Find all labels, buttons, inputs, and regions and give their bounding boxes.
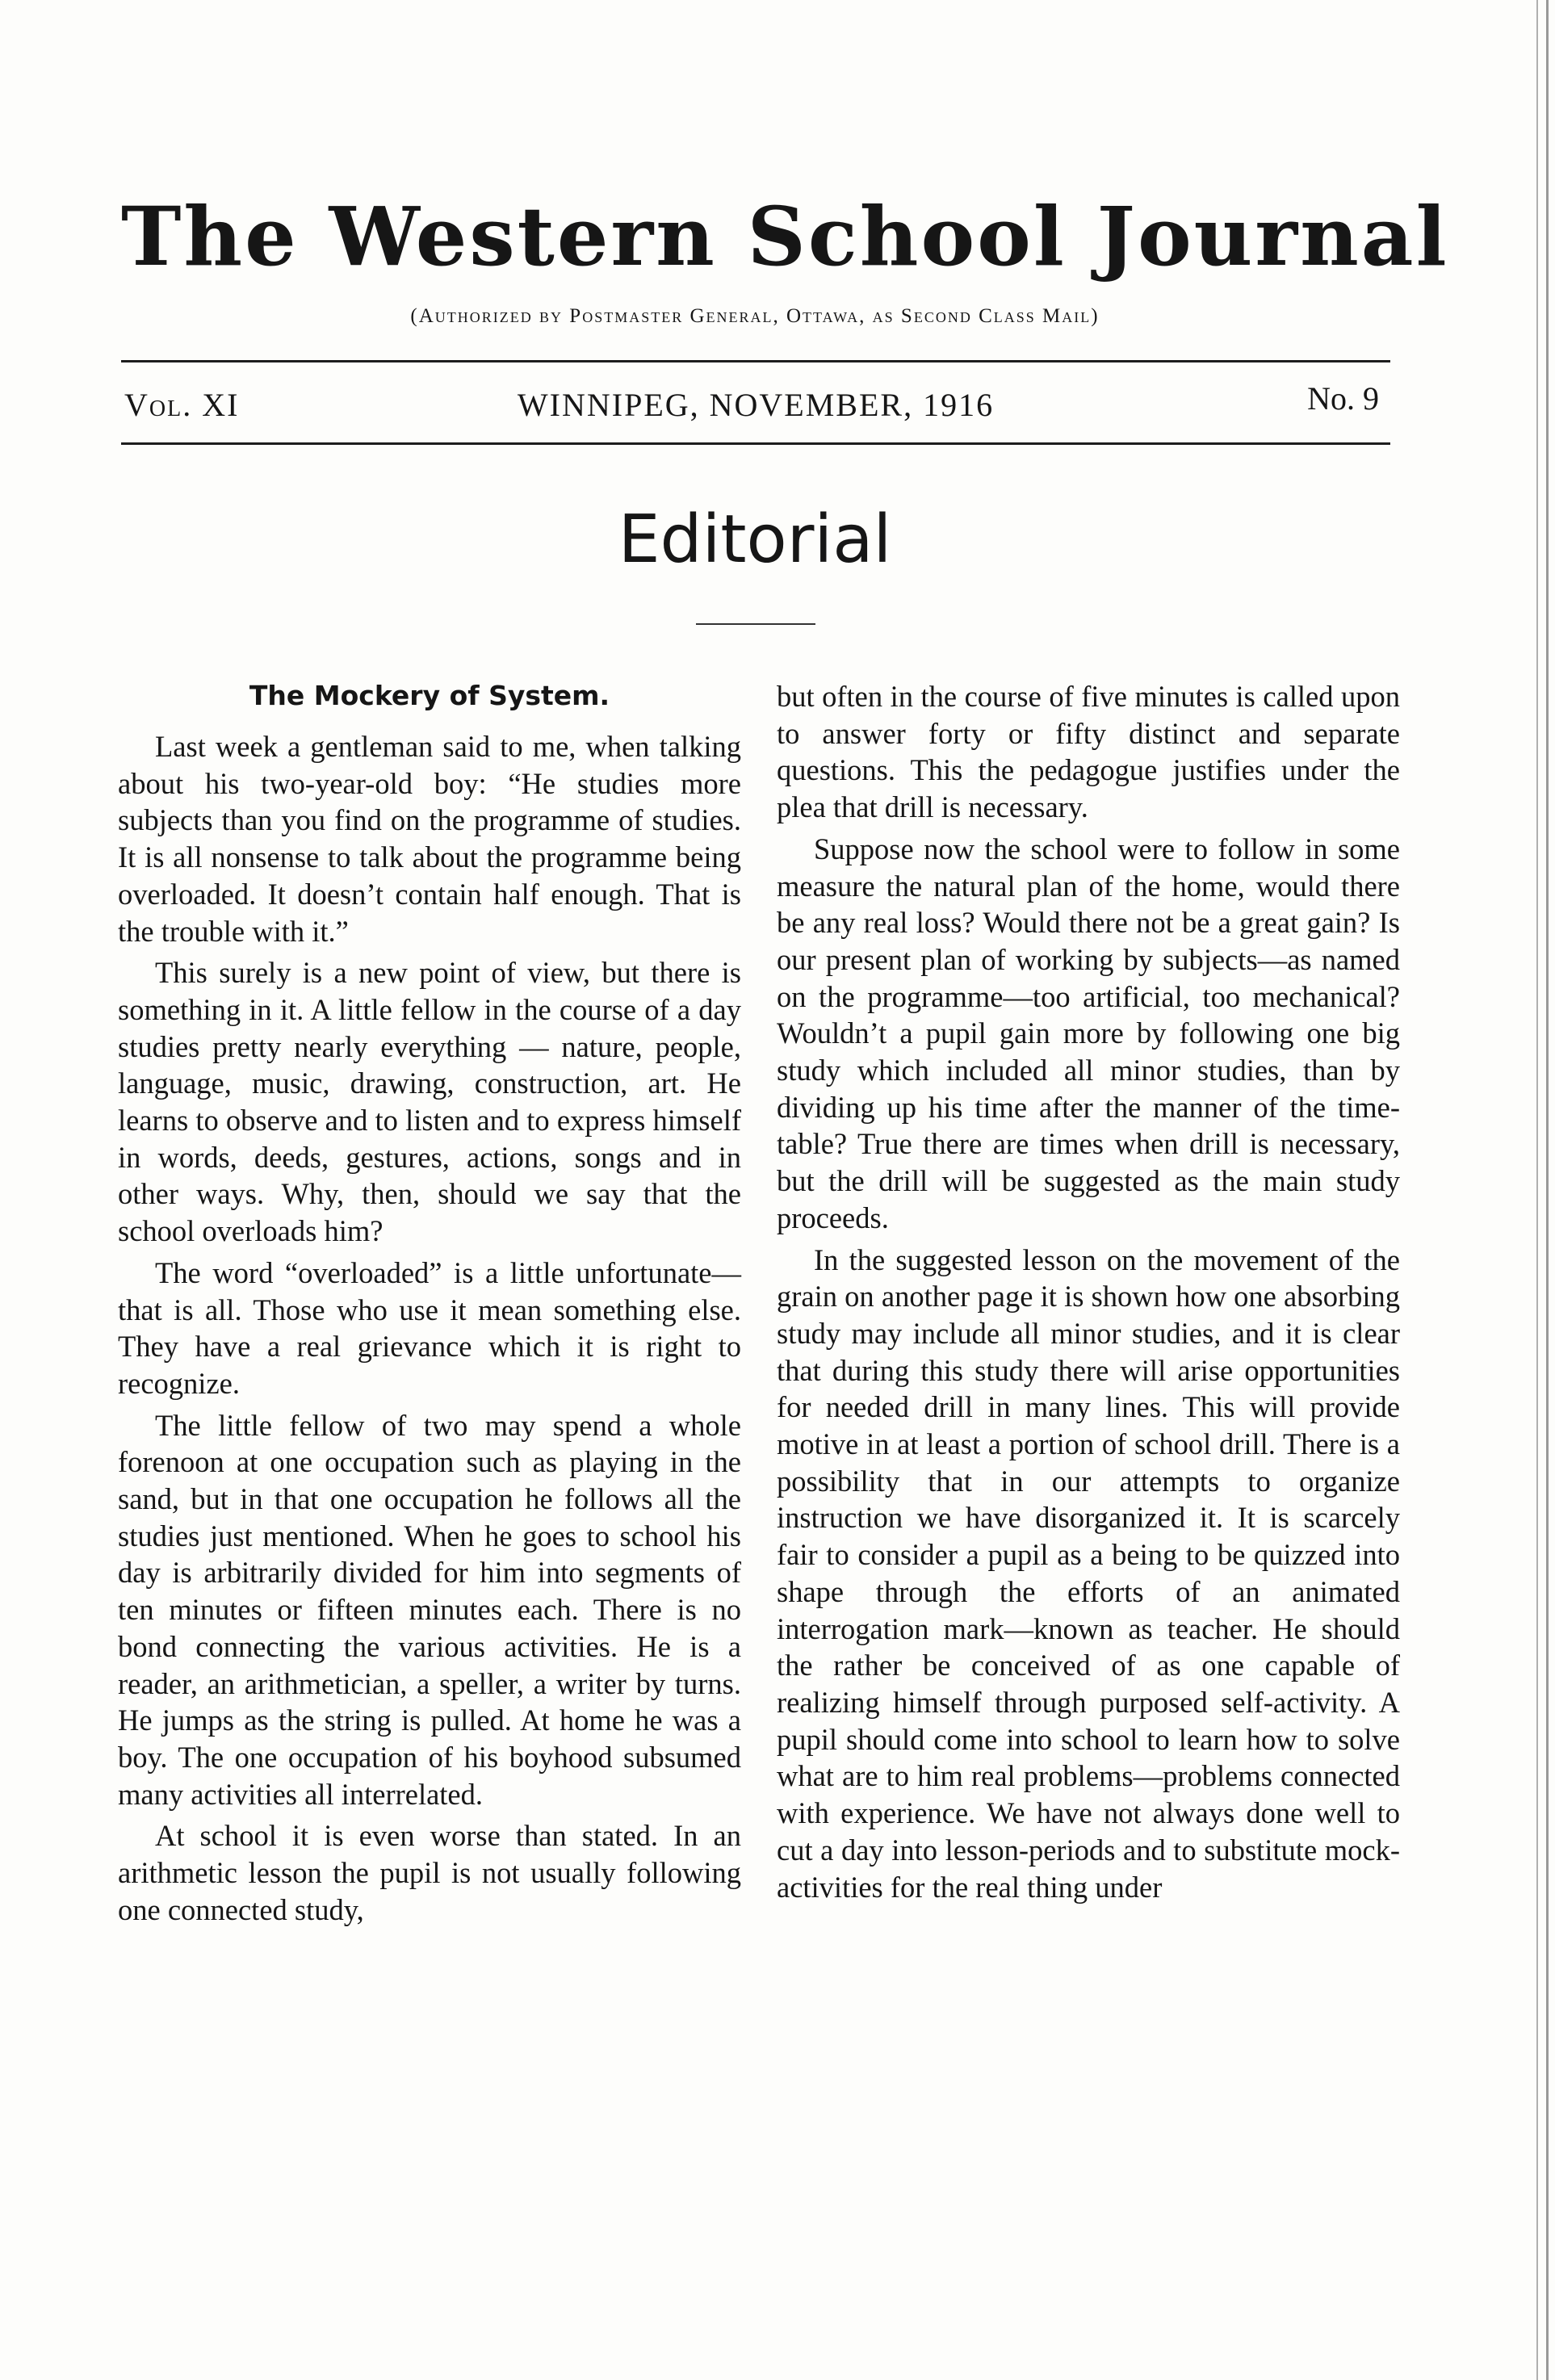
- paragraph-continuation: but often in the course of five minutes is called upon to answer forty or fifty distinct and separate questions. This the pedagogue justifies under the plea that drill is necessary.: [777, 680, 1400, 824]
- paragraph: The little fellow of two may spend a whole forenoon at one occupation such as playing in the sand, but in that one occupation he follows all the studies just mentioned. When he goes to school his day is arbitrarily divided for him into segments of ten minutes or fifteen minutes each. There is no bond connecting the various activities. He is a reader, an arithmetician, a speller, a writer by turns. He jumps as the string is pulled. At home he was a boy. The one occupation of his boyhood subsumed many activities all interrelated.: [118, 1408, 741, 1811]
- issue-place-date: WINNIPEG, NOVEMBER, 1916: [517, 387, 995, 423]
- paragraph: In the suggested lesson on the movement of the grain on another page it is shown how one absorbing study may include all minor studies, and it is clear that during this study there will arise opportunities for needed drill in many lines. This will provide motive in at least a portion of school drill. There is a possibility that in our attempts to organize instruction we have disorganized it. It is scarcely fair to consider a pupil as a being to be quizzed into shape through the efforts of an animated interrogation mark—known as teacher. He should the rather be conceived of as one capable of realizing himself through purposed self-activity. A pupil should come into school to learn how to solve what are to him real problems—problems connected with experience. We have not always done well to cut a day into lesson-periods and to substitute mock-activities for the real thing under: [777, 1242, 1400, 1904]
- journal-masthead: The Western School Journal: [121, 189, 1449, 284]
- issue-volume: Vol. XI: [124, 387, 240, 423]
- issue-line: [121, 380, 1390, 434]
- mailing-authorization: (Authorized by Postmaster General, Ottawa, as Second Class Mail): [410, 305, 1100, 327]
- masthead-top-rule: [121, 360, 1390, 362]
- right-column: [777, 678, 1400, 1905]
- issue-number: No. 9: [1307, 380, 1379, 417]
- left-column: [118, 678, 741, 1929]
- masthead-bottom-rule: [121, 442, 1390, 445]
- paragraph: At school it is even worse than stated. In an arithmetic lesson the pupil is not usually following one connected study,: [118, 1819, 741, 1926]
- paragraph: Last week a gentleman said to me, when talking about his two-year-old boy: “He studies more subjects than you find on the programme of studies. It is all nonsense to talk about the programme being overloaded. It doesn’t contain half enough. That is the trouble with it.”: [118, 730, 741, 948]
- section-divider: [696, 623, 815, 625]
- paragraph: The word “overloaded” is a little unfortunate—that is all. Those who use it mean something else. They have a real grievance which it is right to recognize.: [118, 1255, 741, 1400]
- paragraph: Suppose now the school were to follow in some measure the natural plan of the home, would there be any real loss? Would there not be a great gain? Is our present plan of working by subjects—as named on the programme—too artificial, too mechanical? Wouldn’t a pupil gain more by following one big study which included all minor studies, than by dividing up his time after the manner of the time-table? True there are times when drill is necessary, but the drill will be suggested as the main study proceeds.: [777, 832, 1400, 1234]
- article-title: The Mockery of System.: [249, 680, 610, 711]
- paragraph: This surely is a new point of view, but there is something in it. A little fellow in the course of a day studies pretty nearly everything — nature, people, language, music, drawing, construction, art. He learns to observe and to listen and to express himself in words, deeds, gestures, actions, songs and in other ways. Why, then, should we say that the school overloads him?: [118, 956, 741, 1248]
- page-binding-edge: [1536, 0, 1549, 2380]
- section-title: Editorial: [618, 501, 892, 578]
